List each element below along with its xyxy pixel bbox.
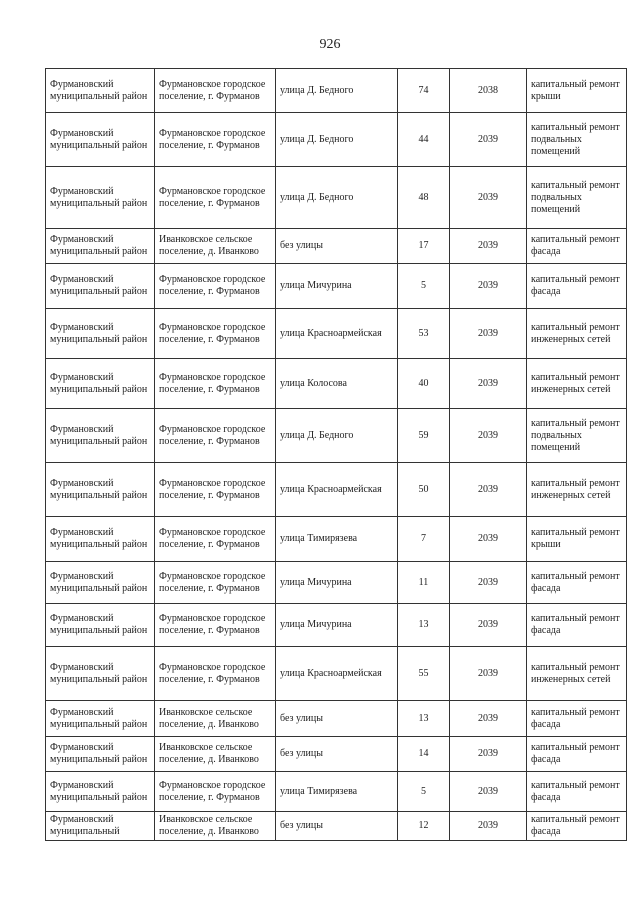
house-number-cell: 13 [398,701,450,737]
work-type-cell: капитальный ремонт инженерных сетей [527,309,627,359]
year-cell: 2039 [450,812,527,841]
street-cell: без улицы [276,229,398,264]
table-row [46,772,627,812]
settlement-cell: Иванковское сельское поселение, д. Иванково [155,812,276,841]
district-cell: Фурмановский муниципальный район [46,737,155,772]
district-cell: Фурмановский муниципальный район [46,647,155,701]
street-cell: улица Мичурина [276,604,398,647]
work-type-cell: капитальный ремонт инженерных сетей [527,463,627,517]
year-cell: 2039 [450,113,527,167]
page-number: 926 [319,37,341,52]
settlement-cell: Фурмановское городское поселение, г. Фурманов [155,264,276,309]
house-number-cell: 59 [398,409,450,463]
settlement-cell: Иванковское сельское поселение, д. Иванково [155,701,276,737]
house-number-cell: 13 [398,604,450,647]
street-cell: без улицы [276,701,398,737]
work-type-cell: капитальный ремонт крыши [527,517,627,562]
work-type-cell: капитальный ремонт фасада [527,701,627,737]
settlement-cell: Фурмановское городское поселение, г. Фурманов [155,113,276,167]
table-row [46,737,627,772]
street-cell: улица Красноармейская [276,647,398,701]
year-cell: 2039 [450,647,527,701]
settlement-cell: Фурмановское городское поселение, г. Фурманов [155,359,276,409]
table-row [46,409,627,463]
district-cell: Фурмановский муниципальный район [46,604,155,647]
district-cell: Фурмановский муниципальный район [46,701,155,737]
house-number-cell: 50 [398,463,450,517]
work-type-cell: капитальный ремонт фасада [527,264,627,309]
year-cell: 2039 [450,604,527,647]
street-cell: улица Д. Бедного [276,167,398,229]
year-cell: 2039 [450,264,527,309]
settlement-cell: Фурмановское городское поселение, г. Фурманов [155,772,276,812]
work-type-cell: капитальный ремонт фасада [527,604,627,647]
year-cell: 2038 [450,69,527,113]
street-cell: улица Красноармейская [276,463,398,517]
table-row [46,463,627,517]
table-row [46,647,627,701]
work-type-cell: капитальный ремонт крыши [527,69,627,113]
table-row [46,167,627,229]
table-row [46,113,627,167]
street-cell: улица Колосова [276,359,398,409]
work-type-cell: капитальный ремонт фасада [527,737,627,772]
table-row [46,517,627,562]
year-cell: 2039 [450,229,527,264]
year-cell: 2039 [450,701,527,737]
district-cell: Фурмановский муниципальный район [46,463,155,517]
district-cell: Фурмановский муниципальный район [46,409,155,463]
year-cell: 2039 [450,167,527,229]
table-row [46,229,627,264]
work-type-cell: капитальный ремонт подвальных помещений [527,409,627,463]
street-cell: улица Д. Бедного [276,113,398,167]
street-cell: улица Тимирязева [276,772,398,812]
district-cell: Фурмановский муниципальный [46,812,155,841]
year-cell: 2039 [450,562,527,604]
work-type-cell: капитальный ремонт инженерных сетей [527,647,627,701]
district-cell: Фурмановский муниципальный район [46,359,155,409]
house-number-cell: 7 [398,517,450,562]
house-number-cell: 44 [398,113,450,167]
settlement-cell: Фурмановское городское поселение, г. Фурманов [155,647,276,701]
work-type-cell: капитальный ремонт инженерных сетей [527,359,627,409]
district-cell: Фурмановский муниципальный район [46,264,155,309]
house-number-cell: 40 [398,359,450,409]
year-cell: 2039 [450,737,527,772]
table-row [46,701,627,737]
street-cell: улица Д. Бедного [276,69,398,113]
table-row [46,309,627,359]
settlement-cell: Фурмановское городское поселение, г. Фурманов [155,69,276,113]
table-row [46,359,627,409]
work-type-cell: капитальный ремонт подвальных помещений [527,113,627,167]
work-type-cell: капитальный ремонт фасада [527,229,627,264]
settlement-cell: Фурмановское городское поселение, г. Фурманов [155,309,276,359]
settlement-cell: Фурмановское городское поселение, г. Фурманов [155,409,276,463]
repair-schedule-table [45,68,627,841]
work-type-cell: капитальный ремонт подвальных помещений [527,167,627,229]
year-cell: 2039 [450,309,527,359]
settlement-cell: Фурмановское городское поселение, г. Фурманов [155,517,276,562]
house-number-cell: 12 [398,812,450,841]
district-cell: Фурмановский муниципальный район [46,772,155,812]
year-cell: 2039 [450,409,527,463]
house-number-cell: 5 [398,264,450,309]
table-row [46,604,627,647]
house-number-cell: 17 [398,229,450,264]
year-cell: 2039 [450,517,527,562]
district-cell: Фурмановский муниципальный район [46,113,155,167]
year-cell: 2039 [450,359,527,409]
district-cell: Фурмановский муниципальный район [46,229,155,264]
house-number-cell: 48 [398,167,450,229]
district-cell: Фурмановский муниципальный район [46,562,155,604]
street-cell: улица Д. Бедного [276,409,398,463]
house-number-cell: 55 [398,647,450,701]
house-number-cell: 74 [398,69,450,113]
district-cell: Фурмановский муниципальный район [46,167,155,229]
settlement-cell: Иванковское сельское поселение, д. Иванково [155,229,276,264]
street-cell: без улицы [276,737,398,772]
house-number-cell: 14 [398,737,450,772]
work-type-cell: капитальный ремонт фасада [527,812,627,841]
table-row [46,812,627,841]
house-number-cell: 11 [398,562,450,604]
work-type-cell: капитальный ремонт фасада [527,562,627,604]
settlement-cell: Иванковское сельское поселение, д. Иванково [155,737,276,772]
settlement-cell: Фурмановское городское поселение, г. Фурманов [155,167,276,229]
year-cell: 2039 [450,463,527,517]
settlement-cell: Фурмановское городское поселение, г. Фурманов [155,463,276,517]
table-row [46,69,627,113]
year-cell: 2039 [450,772,527,812]
street-cell: улица Мичурина [276,264,398,309]
settlement-cell: Фурмановское городское поселение, г. Фурманов [155,604,276,647]
settlement-cell: Фурмановское городское поселение, г. Фурманов [155,562,276,604]
district-cell: Фурмановский муниципальный район [46,309,155,359]
house-number-cell: 5 [398,772,450,812]
district-cell: Фурмановский муниципальный район [46,69,155,113]
table-row [46,562,627,604]
work-type-cell: капитальный ремонт фасада [527,772,627,812]
street-cell: без улицы [276,812,398,841]
table-row [46,264,627,309]
street-cell: улица Мичурина [276,562,398,604]
house-number-cell: 53 [398,309,450,359]
street-cell: улица Тимирязева [276,517,398,562]
street-cell: улица Красноармейская [276,309,398,359]
district-cell: Фурмановский муниципальный район [46,517,155,562]
